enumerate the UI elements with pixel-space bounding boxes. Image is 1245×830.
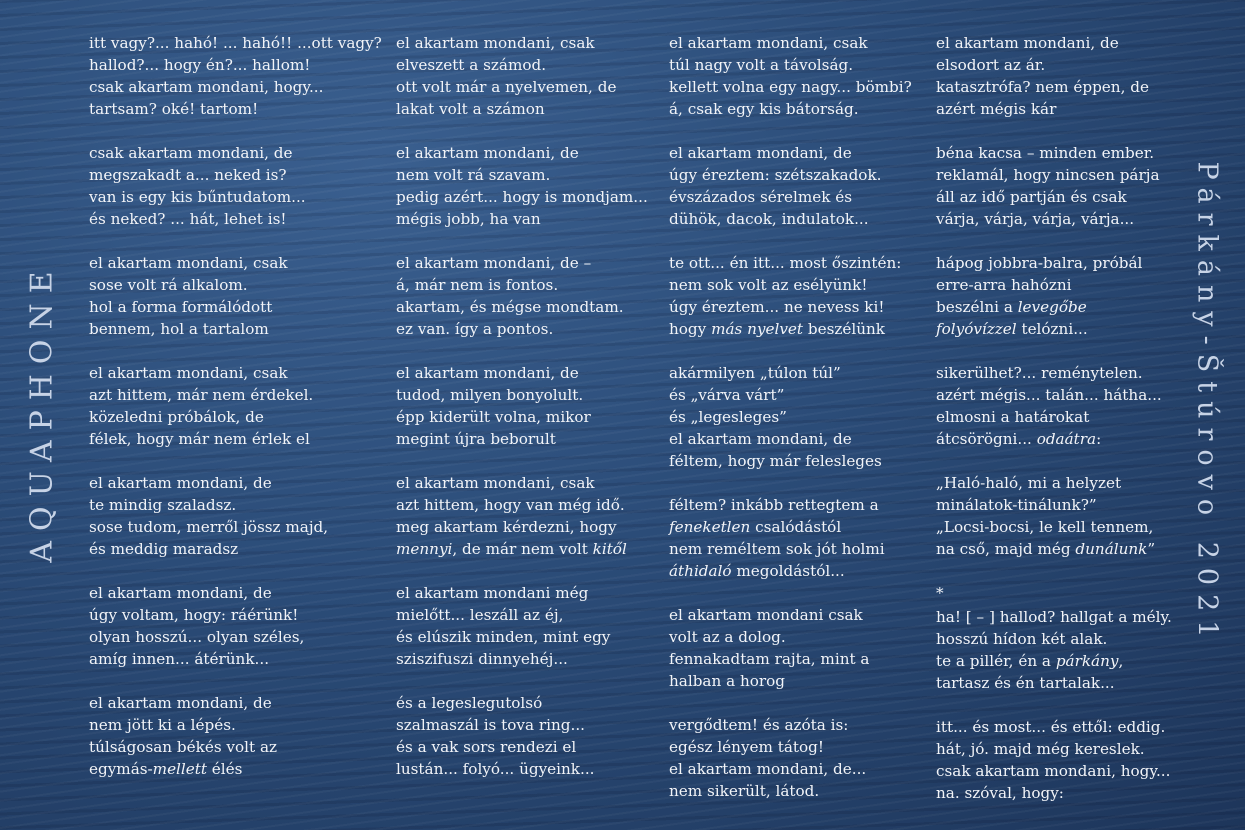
poem-line: sikerülhet?... reménytelen. [936, 364, 1143, 382]
poem-line: csak akartam mondani, hogy... [936, 762, 1171, 780]
poem-line: akármilyen „túlon túl” [669, 364, 841, 382]
poem-line: nem reméltem sok jót holmi [669, 540, 885, 558]
poem-line: nem volt rá szavam. [396, 166, 551, 184]
poem-line: és neked? ... hát, lehet is! [89, 210, 287, 228]
poem-line: el akartam mondani, de [89, 474, 272, 492]
poem-line: el akartam mondani, csak [396, 474, 595, 492]
poem-line: amíg innen... átérünk... [89, 650, 270, 668]
poem-line: feneketlen csalódástól [669, 518, 842, 536]
poem-line: katasztrófa? nem éppen, de [936, 78, 1149, 96]
stanza [396, 32, 658, 120]
poem-line: hápog jobbra-balra, próbál [936, 254, 1143, 272]
poem-line: te mindig szaladsz. [89, 496, 237, 514]
stanza [936, 142, 1198, 230]
stanza [396, 582, 658, 670]
poem-line: egész lényem tátog! [669, 738, 824, 756]
stanza [669, 362, 925, 472]
poem-line: úgy éreztem... ne nevess ki! [669, 298, 885, 316]
poem-column-4 [936, 32, 1198, 826]
poem-line: várja, várja, várja, várja... [936, 210, 1135, 228]
poem-line: béna kacsa – minden ember. [936, 144, 1155, 162]
stanza [396, 472, 658, 560]
poem-line: félek, hogy már nem érlek el [89, 430, 310, 448]
stanza [669, 32, 925, 120]
poem-line: és „várva várt” [669, 386, 785, 404]
poem-line: csak akartam mondani, hogy... [89, 78, 324, 96]
stanza [669, 714, 925, 802]
left-vertical-title: AQUAPHONE [24, 261, 60, 563]
poem-line: hát, jó. majd még kereslek. [936, 740, 1145, 758]
stanza [89, 32, 384, 120]
poem-line: áthidaló megoldástól... [669, 562, 845, 580]
poem-line: megszakadt a... neked is? [89, 166, 287, 184]
poem-line: azt hittem, már nem érdekel. [89, 386, 314, 404]
poem-line: mennyi, de már nem volt kitől [396, 540, 627, 558]
poem-line: folyóvízzel telózni... [936, 320, 1088, 338]
poem-line: hosszú hídon két alak. [936, 630, 1108, 648]
poem-line: lustán... folyó... ügyeink... [396, 760, 595, 778]
poem-line: itt... és most... és ettől: eddig. [936, 718, 1166, 736]
stanza [396, 142, 658, 230]
poem-line: el akartam mondani, de [89, 694, 272, 712]
right-vertical-title: Párkány-Štúrovo 2021 [1191, 161, 1223, 647]
poem-line: tudod, milyen bonyolult. [396, 386, 584, 404]
stanza [89, 252, 384, 340]
poem-line: egymás-mellett élés [89, 760, 243, 778]
poem-line: vergődtem! és azóta is: [669, 716, 849, 734]
poem-line: féltem? inkább rettegtem a [669, 496, 879, 514]
stanza [396, 252, 658, 340]
stanza [396, 692, 658, 780]
poem-line: szalmaszál is tova ring... [396, 716, 585, 734]
poem-column-3 [669, 32, 925, 824]
poem-line: meg akartam kérdezni, hogy [396, 518, 617, 536]
poem-line: halban a horog [669, 672, 786, 690]
poem-line: hogy más nyelvet beszélünk [669, 320, 885, 338]
poem-line: közeledni próbálok, de [89, 408, 264, 426]
poem-line: hallod?... hogy én?... hallom! [89, 56, 311, 74]
poem-line: reklamál, hogy nincsen párja [936, 166, 1160, 184]
poem-line: el akartam mondani, de [669, 430, 852, 448]
poem-line: nem sikerült, látod. [669, 782, 820, 800]
stanza [936, 716, 1198, 804]
poem-line: elsodort az ár. [936, 56, 1046, 74]
stanza [396, 362, 658, 450]
poem-line: el akartam mondani, de [89, 584, 272, 602]
poem-line: áll az idő partján és csak [936, 188, 1127, 206]
poem-line: évszázados sérelmek és [669, 188, 853, 206]
poem-line: sose tudom, merről jössz majd, [89, 518, 329, 536]
poem-line: el akartam mondani, de [396, 364, 579, 382]
poem-line: van is egy kis bűntudatom... [89, 188, 306, 206]
poem-line: te a pillér, én a párkány, [936, 652, 1124, 670]
poem-line: te ott... én itt... most őszintén: [669, 254, 902, 272]
poem-line: úgy voltam, hogy: ráérünk! [89, 606, 299, 624]
poem-line: erre-arra hahózni [936, 276, 1072, 294]
poem-line: „Locsi-bocsi, le kell tennem, [936, 518, 1154, 536]
poem-line: kellett volna egy nagy... bömbi? [669, 78, 912, 96]
poem-line: el akartam mondani, de [669, 144, 852, 162]
poem-line: el akartam mondani, de... [669, 760, 867, 778]
poem-line: és elúszik minden, mint egy [396, 628, 611, 646]
poem-line: csak akartam mondani, de [89, 144, 293, 162]
poem-line: pedig azért... hogy is mondjam... [396, 188, 648, 206]
poem-line: el akartam mondani, csak [89, 364, 288, 382]
poem-line: el akartam mondani, de – [396, 254, 592, 272]
poem-line: el akartam mondani csak [669, 606, 863, 624]
poem-line: tartsam? oké! tartom! [89, 100, 259, 118]
poem-line: nem jött ki a lépés. [89, 716, 236, 734]
poem-line: á, már nem is fontos. [396, 276, 559, 294]
stanza [669, 142, 925, 230]
poem-line: sziszifuszi dinnyehéj... [396, 650, 568, 668]
poem-line: elveszett a számod. [396, 56, 547, 74]
stanza [936, 472, 1198, 560]
poem-line: megint újra beborult [396, 430, 556, 448]
poem-line: itt vagy?... hahó! ... hahó!! ...ott vagy? [89, 34, 382, 52]
stanza [669, 604, 925, 692]
poem-line: és a legeslegutolsó [396, 694, 543, 712]
poem-line: nem sok volt az esélyünk! [669, 276, 868, 294]
poem-line: ha! [ – ] hallod? hallgat a mély. [936, 608, 1172, 626]
poem-line: és a vak sors rendezi el [396, 738, 577, 756]
poem-line: ez van. így a pontos. [396, 320, 554, 338]
poem-line: „Haló-haló, mi a helyzet [936, 474, 1122, 492]
poem-line: tartasz és én tartalak... [936, 674, 1115, 692]
poem-line: á, csak egy kis bátorság. [669, 100, 859, 118]
stanza [936, 32, 1198, 120]
poem-line: olyan hosszú... olyan széles, [89, 628, 305, 646]
poem-line: el akartam mondani, de [936, 34, 1119, 52]
poem-line: épp kiderült volna, mikor [396, 408, 591, 426]
poem-line: sose volt rá alkalom. [89, 276, 248, 294]
poem-line: volt az a dolog. [669, 628, 786, 646]
stanza [89, 472, 384, 560]
stanza [89, 692, 384, 780]
poem-line: el akartam mondani még [396, 584, 589, 602]
poem-line: bennem, hol a tartalom [89, 320, 269, 338]
poem-line: beszélni a levegőbe [936, 298, 1087, 316]
poem-line: és meddig maradsz [89, 540, 239, 558]
poem-line: el akartam mondani, csak [89, 254, 288, 272]
poem-line: na cső, majd még dunálunk” [936, 540, 1156, 558]
poem-line: átcsörögni... odaátra: [936, 430, 1102, 448]
poem-line: féltem, hogy már felesleges [669, 452, 882, 470]
poem-line: minálatok-tinálunk?” [936, 496, 1097, 514]
poem-line: mielőtt... leszáll az éj, [396, 606, 564, 624]
stanza [936, 582, 1198, 604]
stanza [89, 362, 384, 450]
stanza [669, 252, 925, 340]
poem-line: el akartam mondani, de [396, 144, 579, 162]
poem-line: azt hittem, hogy van még idő. [396, 496, 625, 514]
stanza [936, 606, 1198, 694]
poem-line: fennakadtam rajta, mint a [669, 650, 870, 668]
poem-line: hol a forma formálódott [89, 298, 273, 316]
stanza [936, 252, 1198, 340]
poem-line: túl nagy volt a távolság. [669, 56, 854, 74]
stanza [936, 362, 1198, 450]
poem-line: túlságosan békés volt az [89, 738, 278, 756]
poem-line: * [936, 584, 944, 602]
poem-line: elmosni a határokat [936, 408, 1090, 426]
poem-column-1 [89, 32, 384, 802]
poem-line: ott volt már a nyelvemen, de [396, 78, 617, 96]
poem-column-2 [396, 32, 658, 802]
poem-line: azért mégis... talán... hátha... [936, 386, 1162, 404]
poem-line: el akartam mondani, csak [669, 34, 868, 52]
poem-line: akartam, és mégse mondtam. [396, 298, 624, 316]
stanza [669, 494, 925, 582]
poem-line: na. szóval, hogy: [936, 784, 1064, 802]
poem-line: úgy éreztem: szétszakadok. [669, 166, 882, 184]
poem-line: azért mégis kár [936, 100, 1057, 118]
poem-line: dühök, dacok, indulatok... [669, 210, 869, 228]
stanza [89, 142, 384, 230]
stanza [89, 582, 384, 670]
poem-line: el akartam mondani, csak [396, 34, 595, 52]
poem-line: mégis jobb, ha van [396, 210, 541, 228]
poem-line: lakat volt a számon [396, 100, 545, 118]
poem-line: és „legesleges” [669, 408, 787, 426]
